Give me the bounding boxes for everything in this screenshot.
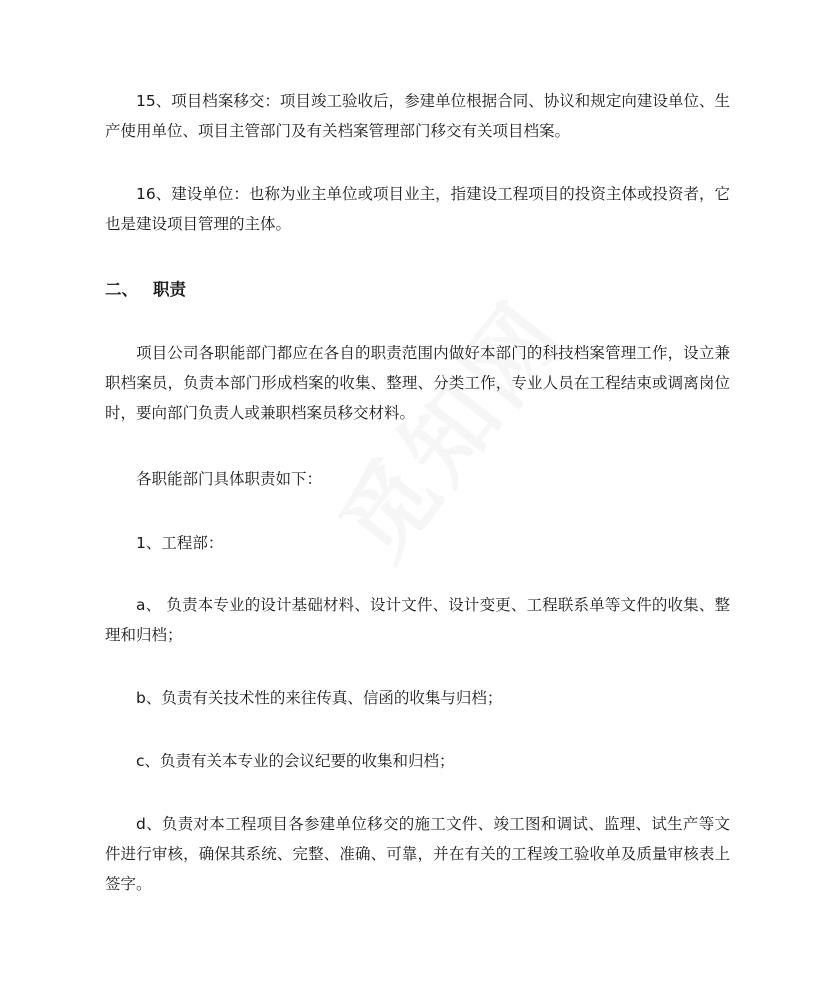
list-item-b bbox=[105, 683, 730, 713]
section-heading bbox=[105, 275, 186, 305]
list-item-c-text: c、负责有关本专业的会议纪要的收集和归档； bbox=[136, 752, 455, 770]
paragraph-list-intro bbox=[105, 464, 730, 494]
paragraph-item-15 bbox=[105, 86, 730, 146]
paragraph-item-16 bbox=[105, 179, 730, 239]
list-item-b-text: b、负责有关技术性的来往传真、信函的收集与归档； bbox=[136, 689, 503, 707]
paragraph-intro-text: 项目公司各职能部门都应在各自的职责范围内做好本部门的科技档案管理工作，设立兼职档案员，负责本部门形成档案的收集、整理、分类工作，专业人员在工程结束或调离岗位时，要向部门负责人或兼职档案员移交材料。 bbox=[105, 344, 730, 422]
list-item-d bbox=[105, 809, 730, 899]
paragraph-item-15-text: 15、项目档案移交：项目竣工验收后，参建单位根据合同、协议和规定向建设单位、生产使用单位、项目主管部门及有关档案管理部门移交有关项目档案。 bbox=[105, 92, 730, 140]
list-item-a-text: a、 负责本专业的设计基础材料、设计文件、设计变更、工程联系单等文件的收集、整理和归档； bbox=[105, 596, 730, 644]
paragraph-intro bbox=[105, 338, 730, 428]
section-title: 职责 bbox=[153, 280, 186, 299]
paragraph-list-intro-text: 各职能部门具体职责如下： bbox=[136, 470, 323, 488]
list-item-a bbox=[105, 590, 730, 650]
list-item-c bbox=[105, 746, 730, 776]
list-item-d-text: d、负责对本工程项目各参建单位移交的施工文件、竣工图和调试、监理、试生产等文件进行审核，确保其系统、完整、准确、可靠，并在有关的工程竣工验收单及质量审核表上签字。 bbox=[105, 815, 730, 893]
paragraph-item-16-text: 16、建设单位：也称为业主单位或项目业主，指建设工程项目的投资主体或投资者，它也是建设项目管理的主体。 bbox=[105, 185, 730, 233]
department-engineering bbox=[105, 528, 730, 558]
department-engineering-text: 1、工程部： bbox=[136, 534, 224, 552]
section-number: 二、 bbox=[105, 280, 138, 299]
